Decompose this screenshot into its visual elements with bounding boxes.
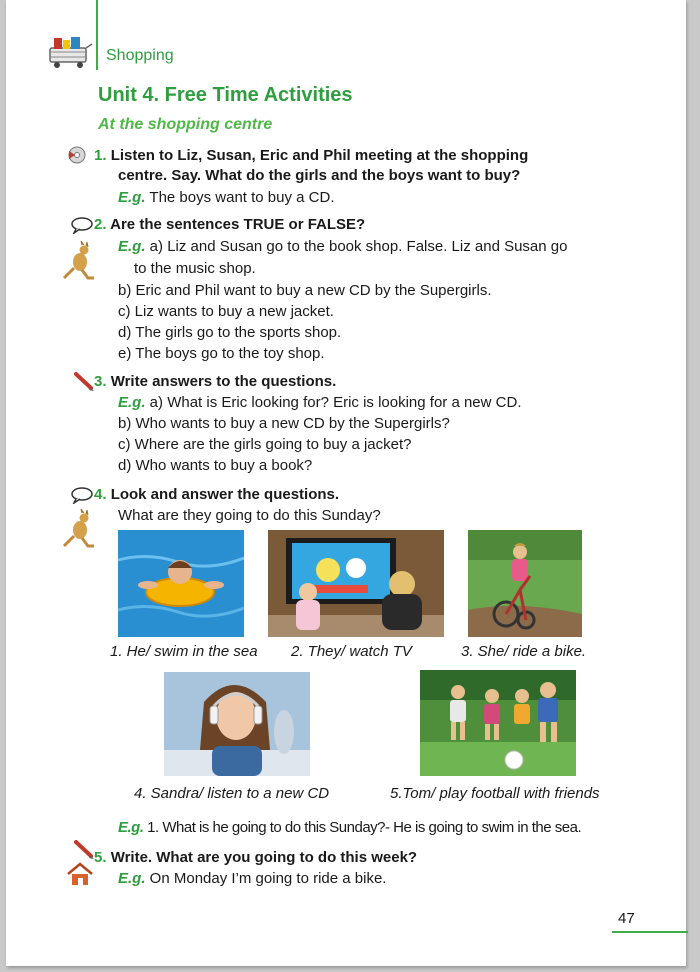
eg-label: E.g. [118,394,146,411]
exercise-4-title: Look and answer the questions. [110,486,340,503]
unit-title: Unit 4. Free Time Activities [98,84,353,106]
photo-children-watching-tv [268,530,444,637]
kangaroo-icon [62,240,96,285]
exercise-2-item-b: b) Eric and Phil want to buy a new CD by the Supergirls. [118,282,492,299]
pencil-icon [74,372,96,397]
listening-cd-icon [66,145,90,170]
exercise-1-line-2: centre. Say. What do the girls and the boys want to buy? [118,167,521,184]
exercise-2-item-e: e) The boys go to the toy shop. [118,345,325,362]
photo-caption-1: 1. He/ swim in the sea [110,643,258,660]
exercise-5-example-text: On Monday I’m going to ride a bike. [145,870,387,887]
exercise-2-item-a-continued: to the music shop. [134,260,256,277]
exercise-1-instruction [94,146,528,166]
exercise-5-title: Write. What are you going to do this week? [110,849,418,866]
exercise-4-number: 4. [94,486,107,503]
exercise-5-example [118,869,386,889]
speech-bubble-icon [70,216,94,239]
section-label: Shopping [106,47,174,64]
exercise-2-item-d: d) The girls go to the sports shop. [118,324,342,341]
margin-rule [96,0,98,70]
exercise-4-example-text: 1. What is he going to do this Sunday?- He is going to swim in the sea. [143,819,582,836]
exercise-2-item-c: c) Liz wants to buy a new jacket. [118,303,334,320]
exercise-3-item-b: b) Who wants to buy a new CD by the Supergirls? [118,415,450,432]
page-number: 47 [618,910,635,927]
exercise-2-number: 2. [94,216,107,233]
exercise-1-example-text: The boys want to buy a CD. [145,189,335,206]
speech-bubble-icon [70,486,94,509]
photo-caption-5: 5.Tom/ play football with friends [390,785,600,802]
eg-label: E.g. [118,238,146,255]
photo-boy-swimming [118,530,244,637]
exercise-1-example [118,188,335,208]
exercise-3-item-d: d) Who wants to buy a book? [118,457,313,474]
exercise-3-item-c: c) Where are the girls going to buy a jacket? [118,436,412,453]
eg-label: E.g. [118,819,144,836]
exercise-3-item-a-text: a) What is Eric looking for? Eric is looking for a new CD. [145,394,522,411]
exercise-5-number: 5. [94,849,107,866]
house-icon [66,862,94,891]
photo-caption-2: 2. They/ watch TV [291,643,412,660]
exercise-2-item-a [118,237,567,257]
photo-girl-listening-music [164,672,310,776]
exercise-2-instruction [94,215,365,235]
photo-caption-4: 4. Sandra/ listen to a new CD [134,785,330,802]
exercise-3-title: Write answers to the questions. [110,373,337,390]
photo-boys-playing-football [420,670,576,776]
lesson-subtitle: At the shopping centre [98,116,273,133]
exercise-2-item-a-text: a) Liz and Susan go to the book shop. False. Liz and Susan go [145,238,568,255]
textbook-page [6,0,686,966]
exercise-3-item-a [118,393,521,413]
exercise-2-title: Are the sentences TRUE or FALSE? [110,216,366,233]
exercise-3-instruction [94,372,336,392]
eg-label: E.g. [118,189,146,206]
page-number-rule [612,931,688,933]
exercise-1-number: 1. [94,147,107,164]
kangaroo-icon [62,508,96,553]
photo-girl-riding-bike [468,530,582,637]
photo-caption-3: 3. She/ ride a bike. [461,643,587,660]
exercise-3-number: 3. [94,373,107,390]
shopping-cart-icon [46,34,94,75]
exercise-1-line-1: Listen to Liz, Susan, Eric and Phil meeting at the shopping [110,147,529,164]
eg-label: E.g. [118,870,146,887]
exercise-4-instruction [94,485,339,505]
exercise-4-question: What are they going to do this Sunday? [118,507,381,524]
exercise-5-instruction [94,848,417,868]
exercise-4-example [118,818,581,838]
